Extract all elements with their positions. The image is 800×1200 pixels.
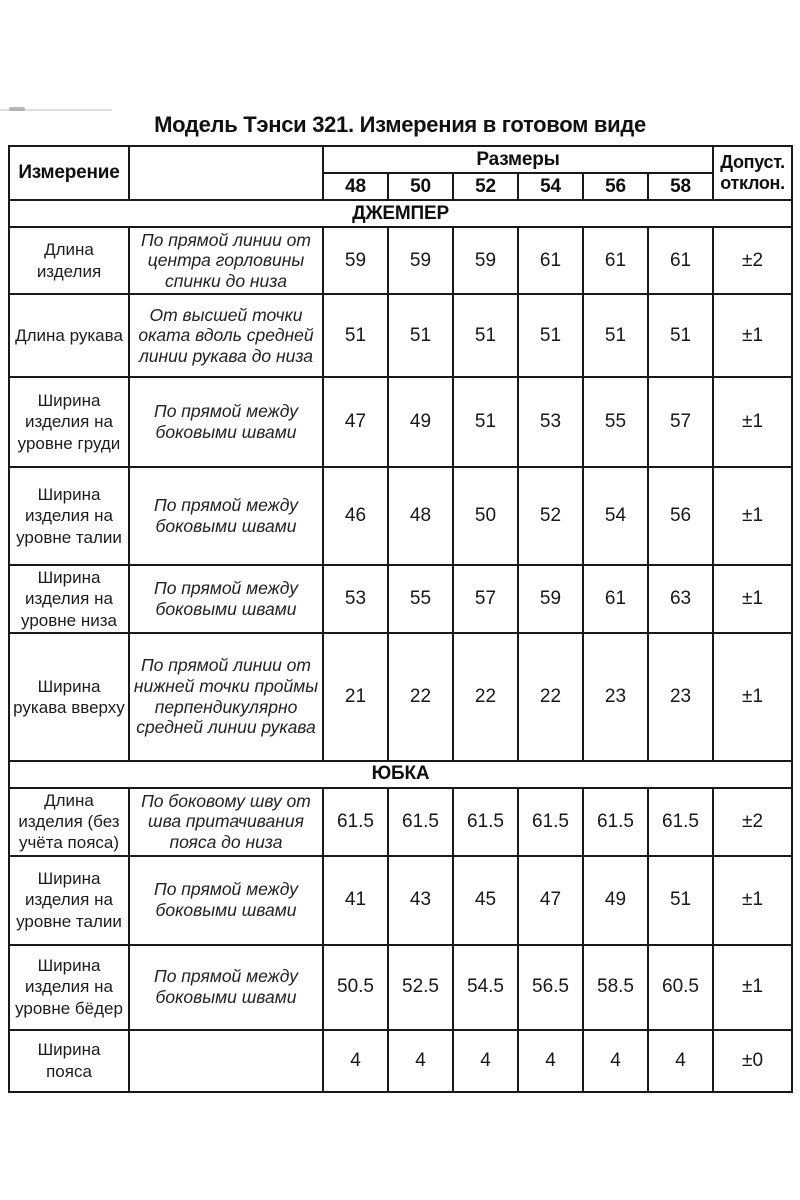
value-cell: 4	[453, 1030, 518, 1092]
value-cell: 45	[453, 856, 518, 945]
size-column-header: 48	[323, 173, 388, 200]
value-cell: 61.5	[648, 788, 713, 856]
value-cell: 4	[388, 1030, 453, 1092]
page-title: Модель Тэнси 321. Измерения в готовом виде	[154, 112, 646, 137]
scan-artifact-dash	[9, 107, 25, 111]
value-cell: 50.5	[323, 945, 388, 1030]
value-cell: 53	[518, 377, 583, 467]
tolerance-cell: ±0	[713, 1030, 792, 1092]
description-cell: От высшей точки оката вдоль средней линии рукава до низа	[129, 294, 323, 377]
table-row	[9, 633, 792, 761]
value-cell: 61	[583, 565, 648, 633]
section-title: ЮБКА	[9, 761, 792, 788]
header-tolerance-line2: отклон.	[720, 173, 785, 193]
value-cell: 61.5	[453, 788, 518, 856]
value-cell: 54	[583, 467, 648, 565]
header-tolerance-line1: Допуст.	[720, 152, 785, 173]
measure-cell: Ширина пояса	[9, 1030, 129, 1092]
measure-cell: Ширина изделия на уровне талии	[9, 467, 129, 565]
value-cell: 4	[518, 1030, 583, 1092]
tolerance-cell: ±1	[713, 945, 792, 1030]
value-cell: 61	[648, 227, 713, 294]
measure-cell: Ширина рукава вверху	[9, 633, 129, 761]
size-column-header: 50	[388, 173, 453, 200]
description-cell: По прямой между боковыми швами	[129, 856, 323, 945]
tolerance-cell: ±1	[713, 565, 792, 633]
measurements-table	[8, 145, 793, 1093]
description-cell	[129, 1030, 323, 1092]
tolerance-cell: ±1	[713, 467, 792, 565]
header-row-top	[9, 146, 792, 173]
description-cell: По прямой линии от нижней точки проймы перпендикулярно средней линии рукава	[129, 633, 323, 761]
value-cell: 61.5	[323, 788, 388, 856]
header-tolerance	[713, 146, 792, 200]
table-row	[9, 227, 792, 294]
value-cell: 51	[453, 294, 518, 377]
value-cell: 61	[583, 227, 648, 294]
value-cell: 4	[648, 1030, 713, 1092]
value-cell: 22	[453, 633, 518, 761]
description-cell: По прямой линии от центра горловины спинки до низа	[129, 227, 323, 294]
measure-cell: Длина рукава	[9, 294, 129, 377]
description-cell: По прямой между боковыми швами	[129, 377, 323, 467]
value-cell: 61	[518, 227, 583, 294]
value-cell: 21	[323, 633, 388, 761]
value-cell: 4	[583, 1030, 648, 1092]
description-cell: По прямой между боковыми швами	[129, 565, 323, 633]
table-row	[9, 294, 792, 377]
section-header-row	[9, 761, 792, 788]
value-cell: 52	[518, 467, 583, 565]
table-body	[9, 200, 792, 1092]
value-cell: 57	[453, 565, 518, 633]
measure-cell: Ширина изделия на уровне низа	[9, 565, 129, 633]
section-title: ДЖЕМПЕР	[9, 200, 792, 227]
value-cell: 22	[388, 633, 453, 761]
size-column-header: 54	[518, 173, 583, 200]
value-cell: 51	[518, 294, 583, 377]
measure-cell: Ширина изделия на уровне талии	[9, 856, 129, 945]
header-measure: Измерение	[9, 146, 129, 200]
value-cell: 61.5	[518, 788, 583, 856]
description-cell: По прямой между боковыми швами	[129, 945, 323, 1030]
measure-cell: Ширина изделия на уровне груди	[9, 377, 129, 467]
value-cell: 22	[518, 633, 583, 761]
description-cell: По боковому шву от шва притачивания пояса до низа	[129, 788, 323, 856]
size-column-header: 52	[453, 173, 518, 200]
value-cell: 59	[323, 227, 388, 294]
value-cell: 51	[388, 294, 453, 377]
value-cell: 46	[323, 467, 388, 565]
value-cell: 56.5	[518, 945, 583, 1030]
value-cell: 51	[453, 377, 518, 467]
value-cell: 47	[518, 856, 583, 945]
value-cell: 43	[388, 856, 453, 945]
value-cell: 51	[323, 294, 388, 377]
table-row	[9, 467, 792, 565]
value-cell: 4	[323, 1030, 388, 1092]
tolerance-cell: ±1	[713, 294, 792, 377]
value-cell: 48	[388, 467, 453, 565]
table-row	[9, 565, 792, 633]
table-row	[9, 856, 792, 945]
header-description-empty	[129, 146, 323, 200]
measure-cell: Длина изделия	[9, 227, 129, 294]
value-cell: 55	[388, 565, 453, 633]
description-cell: По прямой между боковыми швами	[129, 467, 323, 565]
value-cell: 59	[453, 227, 518, 294]
value-cell: 52.5	[388, 945, 453, 1030]
tolerance-cell: ±1	[713, 856, 792, 945]
measure-cell: Длина изделия (без учёта пояса)	[9, 788, 129, 856]
tolerance-cell: ±2	[713, 227, 792, 294]
value-cell: 50	[453, 467, 518, 565]
value-cell: 60.5	[648, 945, 713, 1030]
value-cell: 47	[323, 377, 388, 467]
value-cell: 59	[388, 227, 453, 294]
value-cell: 51	[648, 856, 713, 945]
value-cell: 63	[648, 565, 713, 633]
value-cell: 53	[323, 565, 388, 633]
value-cell: 58.5	[583, 945, 648, 1030]
value-cell: 55	[583, 377, 648, 467]
value-cell: 54.5	[453, 945, 518, 1030]
value-cell: 23	[583, 633, 648, 761]
value-cell: 41	[323, 856, 388, 945]
header-sizes-label: Размеры	[323, 146, 713, 173]
size-column-header: 56	[583, 173, 648, 200]
value-cell: 49	[388, 377, 453, 467]
value-cell: 61.5	[388, 788, 453, 856]
value-cell: 49	[583, 856, 648, 945]
value-cell: 57	[648, 377, 713, 467]
table-row	[9, 788, 792, 856]
value-cell: 51	[648, 294, 713, 377]
value-cell: 61.5	[583, 788, 648, 856]
table-row	[9, 945, 792, 1030]
table-row	[9, 377, 792, 467]
section-header-row	[9, 200, 792, 227]
value-cell: 56	[648, 467, 713, 565]
measure-cell: Ширина изделия на уровне бёдер	[9, 945, 129, 1030]
tolerance-cell: ±1	[713, 633, 792, 761]
value-cell: 59	[518, 565, 583, 633]
tolerance-cell: ±1	[713, 377, 792, 467]
size-column-header: 58	[648, 173, 713, 200]
tolerance-cell: ±2	[713, 788, 792, 856]
value-cell: 23	[648, 633, 713, 761]
value-cell: 51	[583, 294, 648, 377]
table-row	[9, 1030, 792, 1092]
